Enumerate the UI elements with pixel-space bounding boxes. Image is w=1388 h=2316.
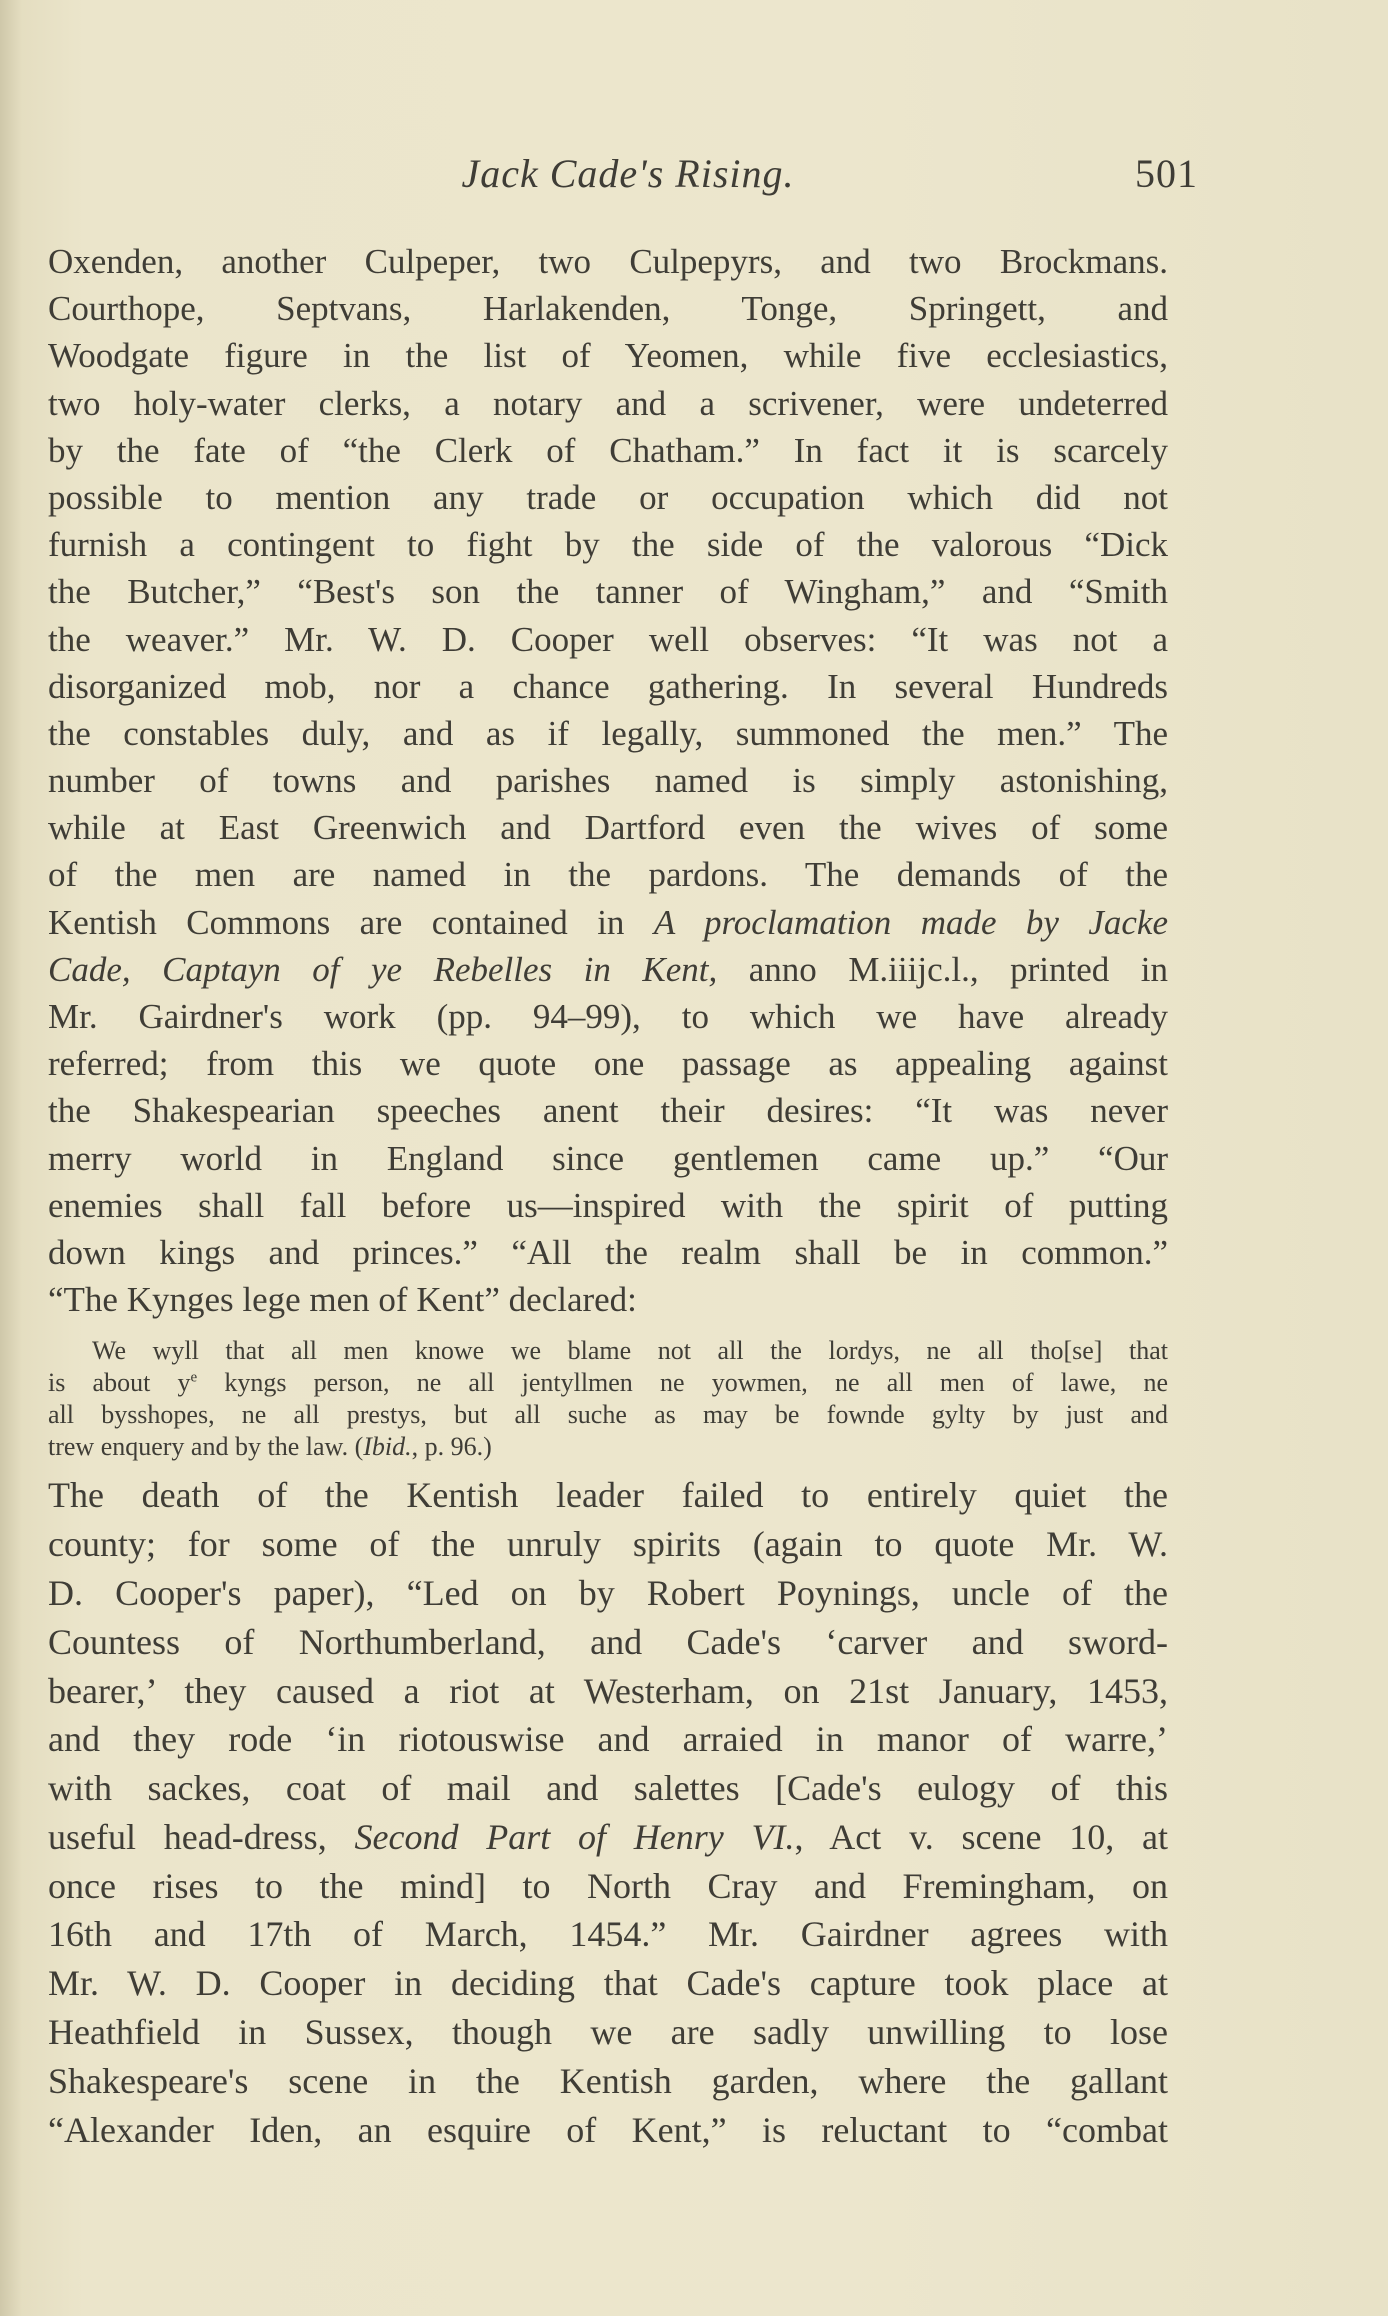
text-line: Oxenden, another Culpeper, two Culpepyrs, and two Brockmans. [48, 242, 1168, 281]
text-segment: Kentish Commons are contained in [48, 902, 654, 942]
quote-line [48, 1431, 1168, 1463]
text-line: “Alexander Iden, an esquire of Kent,” is reluctant to “combat [48, 2109, 1168, 2150]
text-line: the Butcher,” “Best's son the tanner of Wingham,” and “Smith [48, 572, 1168, 612]
text-line: while at East Greenwich and Dartford even the wives of some [48, 808, 1168, 848]
text-line: The death of the Kentish leader failed to entirely quiet the [48, 1475, 1168, 1516]
running-title: Jack Cade's Rising. [461, 151, 795, 196]
block-quote [48, 1335, 1168, 1463]
text-segment: kyngs person, ne all jentyllmen ne yowmen, ne all men of lawe, ne [197, 1368, 1168, 1398]
text-line: Shakespeare's scene in the Kentish garden, where the gallant [48, 2060, 1168, 2101]
page-number: 501 [1135, 151, 1198, 196]
proclamation-title-cont: Cade, Captayn of ye Rebelles in Kent, [48, 949, 718, 989]
quote-line: all bysshopes, ne all prestys, but all suche as may be fownde gylty by just and [48, 1400, 1168, 1430]
text-segment: useful head-dress, [48, 1816, 355, 1857]
text-segment: , p. 96.) [411, 1432, 492, 1462]
superscript-e: e [190, 1369, 198, 1386]
text-line: furnish a contingent to fight by the side of the valorous “Dick [48, 525, 1168, 565]
play-title: Second Part of Henry VI. [354, 1816, 795, 1857]
text-line: number of towns and parishes named is simply astonishing, [48, 761, 1168, 801]
text-line: Woodgate figure in the list of Yeomen, while five ecclesiastics, [48, 336, 1168, 376]
text-line: 16th and 17th of March, 1454.” Mr. Gairdner agrees with [48, 1914, 1168, 1955]
text-segment: anno M.iiijc.l., printed in [717, 949, 1168, 989]
text-line: referred; from this we quote one passage as appealing against [48, 1044, 1168, 1084]
text-line: disorganized mob, nor a chance gathering. In several Hundreds [48, 666, 1168, 706]
text-line: Mr. W. D. Cooper in deciding that Cade's capture took place at [48, 1963, 1168, 2004]
running-head [48, 150, 1288, 200]
text-segment: is about y [48, 1368, 191, 1398]
text-line: once rises to the mind] to North Cray and Fremingham, on [48, 1865, 1168, 1906]
text-line: the weaver.” Mr. W. D. Cooper well observes: “It was not a [48, 619, 1168, 659]
text-line: of the men are named in the pardons. The demands of the [48, 855, 1168, 895]
text-line: “The Kynges lege men of Kent” declared: [48, 1280, 637, 1320]
proclamation-title: A proclamation made by Jacke [653, 902, 1168, 942]
text-line [48, 946, 1168, 993]
text-line: the Shakespearian speeches anent their desires: “It was never [48, 1091, 1168, 1131]
text-line: possible to mention any trade or occupation which did not [48, 477, 1168, 517]
text-line: Courthope, Septvans, Harlakenden, Tonge, Springett, and [48, 289, 1168, 329]
text-line: Countess of Northumberland, and Cade's ‘carver and sword- [48, 1621, 1168, 1662]
paragraph-two [48, 1471, 1168, 2154]
text-line: Mr. Gairdner's work (pp. 94–99), to which we have already [48, 997, 1168, 1036]
text-segment: , Act v. scene 10, at [794, 1816, 1168, 1857]
text-line: bearer,’ they caused a riot at Westerham, on 21st January, 1453, [48, 1670, 1168, 1711]
text-segment: trew enquery and by the law. ( [48, 1432, 364, 1462]
quote-line: We wyll that all men knowe we blame not all the lordys, ne all tho[se] that [92, 1336, 1168, 1366]
text-line: and they rode ‘in riotouswise and arraied in manor of warre,’ [48, 1719, 1168, 1760]
page-gutter-shadow [0, 0, 22, 2316]
text-line [48, 1813, 1168, 1862]
ibid-citation: Ibid. [363, 1432, 412, 1462]
text-line: D. Cooper's paper), “Led on by Robert Poynings, uncle of the [48, 1572, 1168, 1613]
body-text [48, 238, 1168, 2154]
text-line [48, 899, 1168, 946]
text-line: two holy-water clerks, a notary and a scrivener, were undeterred [48, 383, 1168, 423]
text-line: county; for some of the unruly spirits (again to quote Mr. W. [48, 1524, 1168, 1565]
text-line: down kings and princes.” “All the realm shall be in common.” [48, 1232, 1168, 1272]
text-line: by the fate of “the Clerk of Chatham.” In fact it is scarcely [48, 430, 1168, 470]
text-line: merry world in England since gentlemen came up.” “Our [48, 1138, 1168, 1178]
text-line: enemies shall fall before us—inspired with the spirit of putting [48, 1185, 1168, 1225]
quote-line [48, 1367, 1168, 1399]
text-line: with sackes, coat of mail and salettes [Cade's eulogy of this [48, 1768, 1168, 1809]
text-line: the constables duly, and as if legally, summoned the men.” The [48, 713, 1168, 753]
text-line: Heathfield in Sussex, though we are sadly unwilling to lose [48, 2012, 1168, 2053]
